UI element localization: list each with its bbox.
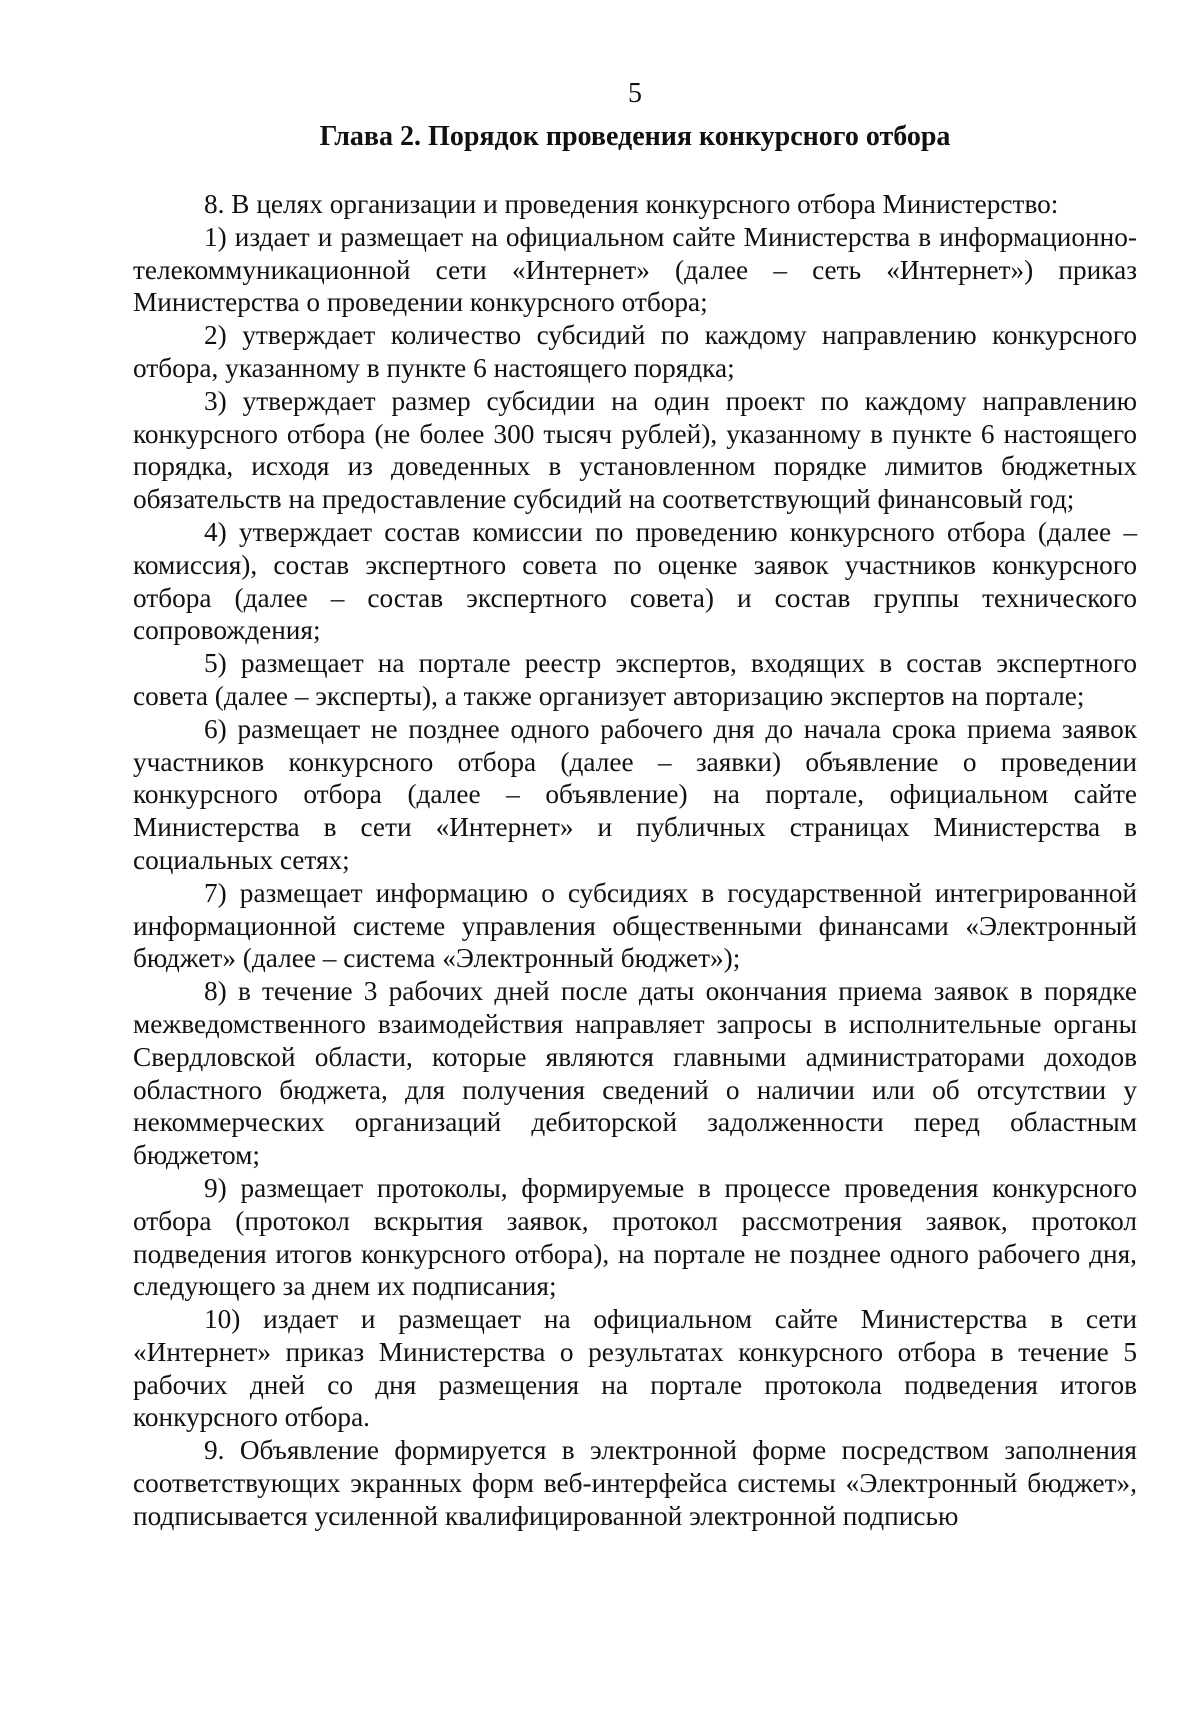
chapter-title: Глава 2. Порядок проведения конкурсного отбора — [319, 121, 951, 152]
list-item-9: 9) размещает протоколы, формируемые в процессе проведения конкурсного отбора (протокол вскрытия заявок, протокол рассмотрения заявок, протокол подведения итогов конкурсного отбора), на портале не позднее одного рабочего дня, следующего за днем их подписания; — [133, 1172, 1137, 1302]
list-item-8: 8) в течение 3 рабочих дней после даты окончания приема заявок в порядке межведомственного взаимодействия направляет запросы в исполнительные органы Свердловской области, которые являются главными администраторами доходов областного бюджета, для получения сведений о наличии или об отсутствии у некоммерческих организаций дебиторской задолженности перед областным бюджетом; — [133, 976, 1137, 1171]
list-item-7: 7) размещает информацию о субсидиях в государственной интегрированной информационной системе управления общественными финансами «Электронный бюджет» (далее – система «Электронный бюджет»); — [133, 877, 1137, 974]
list-item-6: 6) размещает не позднее одного рабочего дня до начала срока приема заявок участников конкурсного отбора (далее – заявки) объявление о проведении конкурсного отбора (далее – объявление) на портале, официальном сайте Министерства в сети «Интернет» и публичных страницах Министерства в социальных сетях; — [133, 713, 1137, 875]
paragraph-8: 8. В целях организации и проведения конкурсного отбора Министерство: — [204, 189, 1059, 219]
list-item-1: 1) издает и размещает на официальном сайте Министерства в информационно-телекоммуникационной сети «Интернет» (далее – сеть «Интернет») приказ Министерства о проведении конкурсного отбора; — [133, 221, 1137, 318]
list-item-10: 10) издает и размещает на официальном сайте Министерства в сети «Интернет» приказ Министерства о результатах конкурсного отбора в течение 5 рабочих дней со дня размещения на портале протокола подведения итогов конкурсного отбора. — [133, 1304, 1137, 1433]
list-item-3: 3) утверждает размер субсидии на один проект по каждому направлению конкурсного отбора (не более 300 тысяч рублей), указанному в пункте 6 настоящего порядка, исходя из доведенных в установленном порядке лимитов бюджетных обязательств на предоставление субсидий на соответствующий финансовый год; — [133, 385, 1137, 515]
paragraph-9: 9. Объявление формируется в электронной форме посредством заполнения соответствующих экранных форм веб-интерфейса системы «Электронный бюджет», подписывается усиленной квалифицированной электронной подписью — [133, 1435, 1137, 1531]
page-number: 5 — [628, 78, 642, 109]
list-item-5: 5) размещает на портале реестр экспертов, входящих в состав экспертного совета (далее – эксперты), а также организует авторизацию экспертов на портале; — [133, 648, 1137, 711]
list-item-4: 4) утверждает состав комиссии по проведению конкурсного отбора (далее – комиссия), состав экспертного совета по оценке заявок участников конкурсного отбора (далее – состав экспертного совета) и состав группы технического сопровождения; — [133, 516, 1137, 646]
body-text — [133, 188, 1137, 1533]
list-item-2: 2) утверждает количество субсидий по каждому направлению конкурсного отбора, указанному в пункте 6 настоящего порядка; — [133, 320, 1137, 383]
